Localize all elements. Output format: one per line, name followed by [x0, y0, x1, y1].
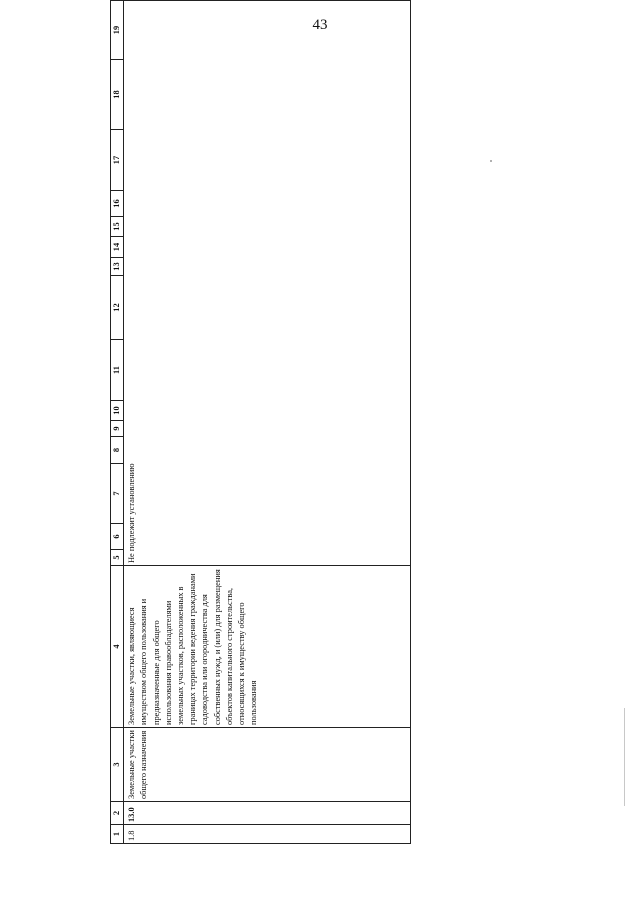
header-cell: 14: [111, 237, 124, 258]
header-cell: 5: [111, 550, 124, 566]
header-cell: 1: [111, 825, 124, 844]
merged-note: Не подлежит установлению: [124, 1, 411, 566]
row-name: Земельные участки общего назначения: [124, 728, 411, 802]
row-number: 1.8: [124, 825, 411, 844]
margin-mark: [624, 708, 625, 806]
header-cell: 16: [111, 191, 124, 217]
header-cell: 18: [111, 60, 124, 130]
header-cell: 3: [111, 728, 124, 802]
header-cell: 2: [111, 802, 124, 825]
header-cell: 7: [111, 464, 124, 524]
regulations-table: [110, 0, 411, 844]
header-cell: 10: [111, 401, 124, 421]
header-cell: 15: [111, 217, 124, 237]
header-cell: 12: [111, 276, 124, 340]
header-cell: 17: [111, 130, 124, 191]
header-cell: 4: [111, 566, 124, 728]
table-row: [124, 1, 411, 844]
header-cell: 8: [111, 437, 124, 464]
header-cell: 19: [111, 1, 124, 60]
page-number: 43: [312, 17, 328, 33]
header-cell: 9: [111, 421, 124, 437]
row-code: 13.0: [124, 802, 411, 825]
header-cell: 13: [111, 258, 124, 276]
row-description: Земельные участки, являющиеся имуществом общего пользования и предназначенные для общего использования правообладателями земельных участков, расположенных в границах территории ведения гражданами садоводства или огородничества для собственных нужд, и (или) для размещения объектов капитального строительства, относящихся к имуществу общего пользования: [124, 566, 411, 728]
header-row: [111, 1, 124, 844]
scan-speck: [490, 160, 492, 162]
header-cell: 11: [111, 340, 124, 401]
header-cell: 6: [111, 524, 124, 550]
